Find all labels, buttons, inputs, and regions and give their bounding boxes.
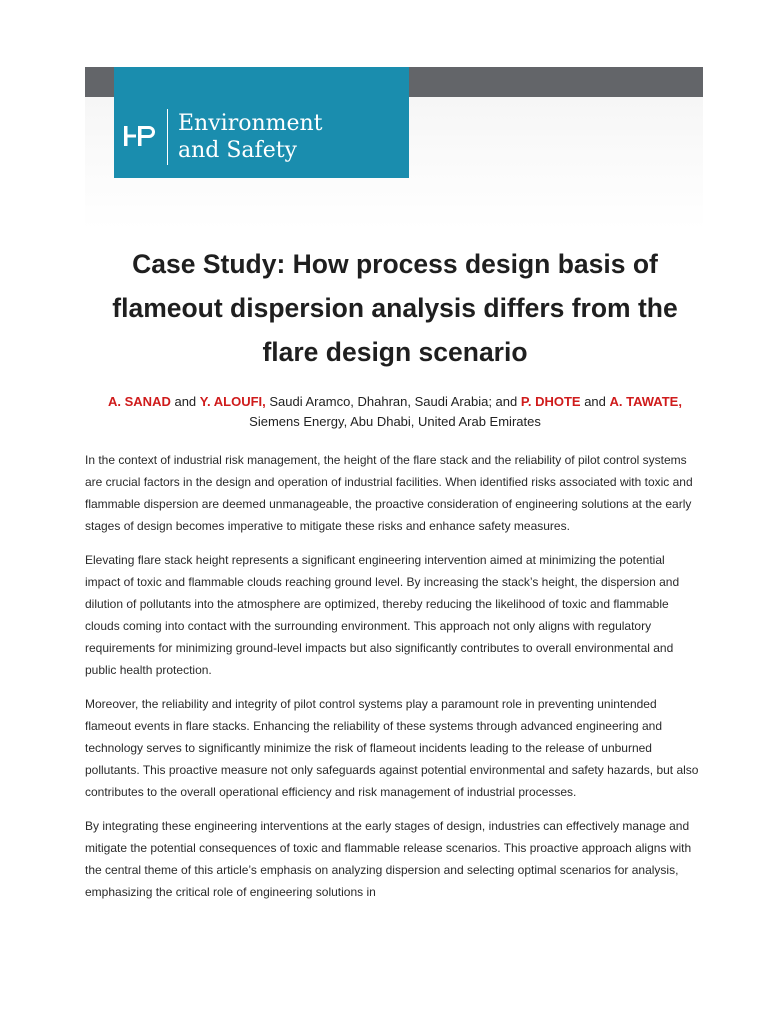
article-title: Case Study: How process design basis of flameout dispersion analysis differs from the flare design scenario (112, 249, 678, 367)
author-affiliation: Siemens Energy, Abu Dhabi, United Arab Emirates (249, 414, 541, 429)
logo-line-environment: Environment (178, 111, 323, 136)
logo-divider (167, 109, 168, 165)
logo-line-safety: and Safety (178, 138, 297, 163)
body-paragraph: In the context of industrial risk management, the height of the flare stack and the reliability of pilot control systems are crucial factors in the design and operation of industrial facilities. When identified risks associated with toxic and flammable dispersion are deemed unmanageable, the proactive consideration of engineering solutions at the early stages of design becomes imperative to mitigate these risks and enhance safety measures. (85, 453, 693, 533)
byline-text: and (170, 394, 200, 409)
author-name: P. DHOTE (520, 394, 581, 409)
body-paragraph: Moreover, the reliability and integrity of pilot control systems play a paramount role in preventing unintended flameout events in flare stacks. Enhancing the reliability of these systems through advanced engineering and technology serves to significantly minimize the risk of flameout incidents leading to the release of unburned pollutants. This proactive measure not only safeguards against potential environmental and safety hazards, but also contributes to the overall operational efficiency and risk management of industrial processes. (85, 697, 699, 799)
author-byline (95, 392, 695, 432)
author-affiliation: Saudi Aramco, Dhahran, Saudi Arabia; and (265, 394, 521, 409)
author-name: A. TAWATE, (609, 394, 682, 409)
logo-text (178, 110, 323, 164)
body-paragraph: Elevating flare stack height represents a significant engineering intervention aimed at minimizing the potential impact of toxic and flammable clouds reaching ground level. By increasing the stack’s height, the dispersion and dilution of pollutants into the atmosphere are optimized, thereby reducing the likelihood of toxic and flammable clouds coming into contact with the surrounding environment. This approach not only aligns with regulatory requirements for minimizing ground-level impacts but also significantly contributes to overall environmental and public health protection. (85, 553, 680, 677)
publication-logo[interactable] (114, 67, 409, 178)
author-name: Y. ALOUFI, (199, 394, 266, 409)
byline-text: and (580, 394, 610, 409)
article-body (85, 449, 703, 915)
author-name: A. SANAD (108, 394, 171, 409)
hp-logo-icon (124, 125, 158, 147)
body-paragraph: By integrating these engineering interventions at the early stages of design, industries can effectively manage and mitigate the potential consequences of toxic and flammable release scenarios. This proactive approach aligns with the central theme of this article’s emphasis on analyzing dispersion and selecting optimal scenarios for analysis, emphasizing the critical role of engineering solutions in (85, 819, 692, 899)
